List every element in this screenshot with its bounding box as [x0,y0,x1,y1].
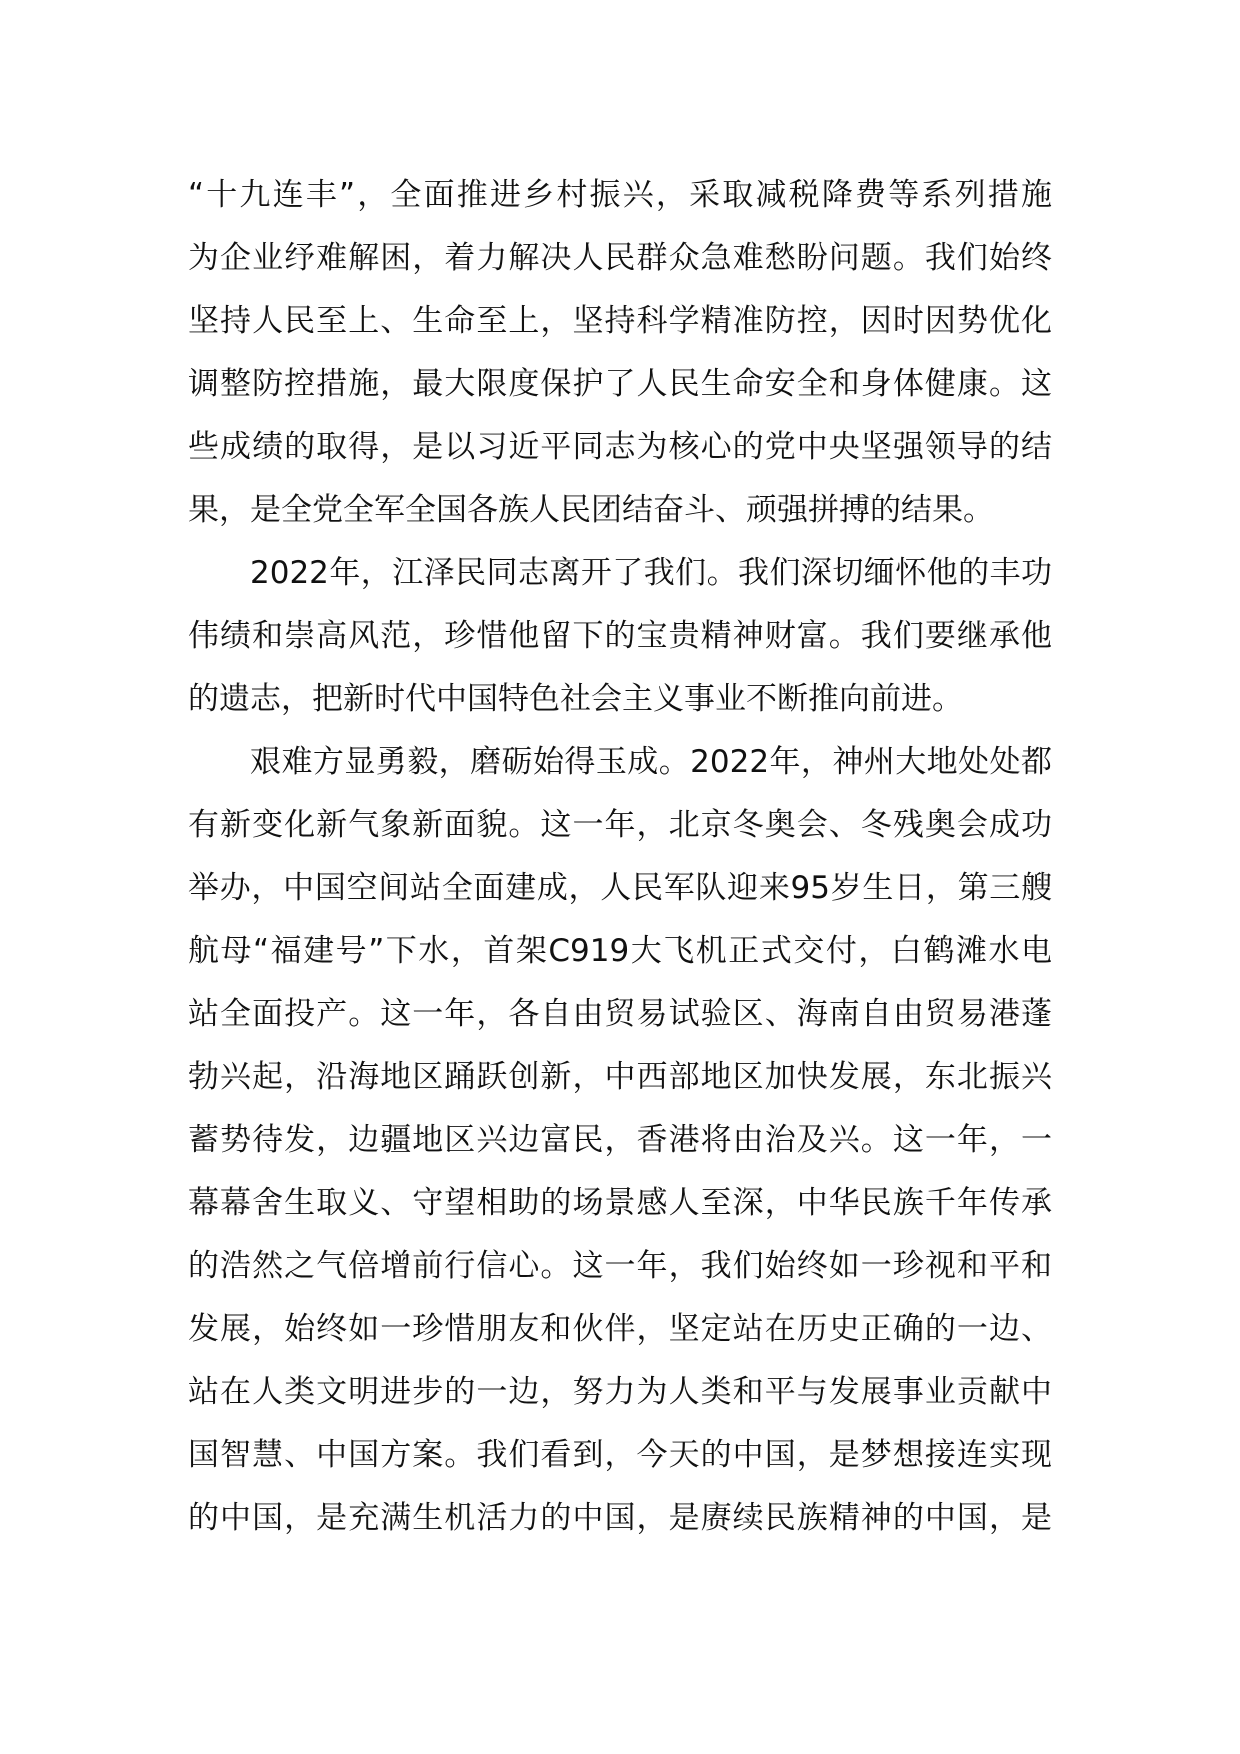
text-line: 站在人类文明进步的一边，努力为人类和平与发展事业贡献中 [188,1374,1052,1410]
text-line: 幕幕舍生取义、守望相助的场景感人至深，中华民族千年传承 [188,1185,1052,1221]
text-line: 有新变化新气象新面貌。这一年，北京冬奥会、冬残奥会成功 [188,807,1052,843]
text-line: 果，是全党全军全国各族人民团结奋斗、顽强拼搏的结果。 [188,492,994,528]
text-line: 勃兴起，沿海地区踊跃创新，中西部地区加快发展，东北振兴 [188,1059,1052,1095]
text-line: 的浩然之气倍增前行信心。这一年，我们始终如一珍视和平和 [188,1248,1052,1284]
text-line: 2022年，江泽民同志离开了我们。我们深切缅怀他的丰功 [250,555,1052,591]
text-line: 调整防控措施，最大限度保护了人民生命安全和身体健康。这 [188,366,1052,402]
text-line: 站全面投产。这一年，各自由贸易试验区、海南自由贸易港蓬 [188,996,1052,1032]
text-line: “十九连丰”，全面推进乡村振兴，采取减税降费等系列措施 [188,177,1052,213]
text-line: 发展，始终如一珍惜朋友和伙伴，坚定站在历史正确的一边、 [188,1311,1052,1347]
text-line: 航母“福建号”下水，首架C919大飞机正式交付，白鹤滩水电 [188,933,1052,969]
text-line: 伟绩和崇高风范，珍惜他留下的宝贵精神财富。我们要继承他 [188,618,1052,654]
text-line: 国智慧、中国方案。我们看到，今天的中国，是梦想接连实现 [188,1437,1052,1473]
text-line: 的中国，是充满生机活力的中国，是赓续民族精神的中国，是 [188,1500,1052,1536]
text-line: 艰难方显勇毅，磨砺始得玉成。2022年，神州大地处处都 [250,744,1052,780]
text-line: 为企业纾难解困，着力解决人民群众急难愁盼问题。我们始终 [188,240,1052,276]
text-line: 举办，中国空间站全面建成，人民军队迎来95岁生日，第三艘 [188,870,1052,906]
text-line: 蓄势待发，边疆地区兴边富民，香港将由治及兴。这一年，一 [188,1122,1052,1158]
text-line: 些成绩的取得，是以习近平同志为核心的党中央坚强领导的结 [188,429,1052,465]
text-line: 的遗志，把新时代中国特色社会主义事业不断推向前进。 [188,681,963,717]
text-line: 坚持人民至上、生命至上，坚持科学精准防控，因时因势优化 [188,303,1052,339]
